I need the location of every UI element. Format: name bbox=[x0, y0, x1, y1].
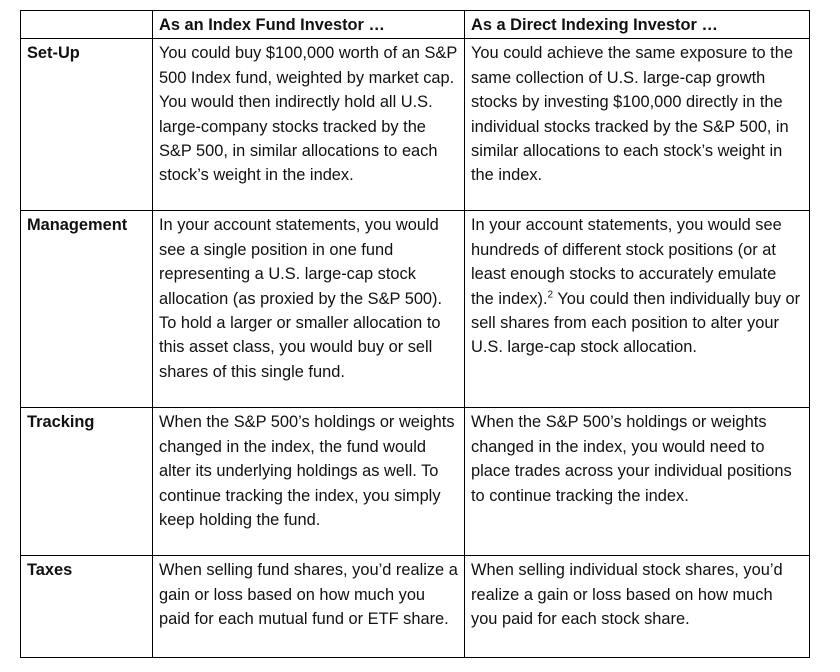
comparison-table bbox=[20, 10, 810, 658]
cell-tracking-index-fund: When the S&P 500’s holdings or weights changed in the index, the fund would alter its underlying holdings as well. To continue tracking the index, you simply keep holding the fund. bbox=[153, 408, 465, 556]
row-label-tracking: Tracking bbox=[21, 408, 153, 556]
row-label-setup: Set-Up bbox=[21, 39, 153, 211]
table-row-setup bbox=[21, 39, 810, 211]
cell-management-index-fund: In your account statements, you would see a single position in one fund representing a U.S. large-cap stock allocation (as proxied by the S&P 500). To hold a larger or smaller allocation to this asset class, you would buy or sell shares of this single fund. bbox=[153, 211, 465, 408]
header-direct-indexing-investor: As a Direct Indexing Investor … bbox=[465, 11, 810, 39]
row-label-taxes: Taxes bbox=[21, 556, 153, 658]
cell-setup-index-fund: You could buy $100,000 worth of an S&P 500 Index fund, weighted by market cap. You would then indirectly hold all U.S. large-company stocks tracked by the S&P 500, in similar allocations to each stock’s weight in the index. bbox=[153, 39, 465, 211]
cell-management-direct-indexing bbox=[465, 211, 810, 408]
header-index-fund-investor: As an Index Fund Investor … bbox=[153, 11, 465, 39]
cell-setup-direct-indexing: You could achieve the same exposure to the same collection of U.S. large-cap growth stocks by investing $100,000 directly in the individual stocks tracked by the S&P 500, in similar allocations to each stock’s weight in the index. bbox=[465, 39, 810, 211]
cell-tracking-direct-indexing: When the S&P 500’s holdings or weights changed in the index, you would need to place trades across your individual positions to continue tracking the index. bbox=[465, 408, 810, 556]
footnote-marker: 2 bbox=[547, 289, 554, 301]
table-row-management bbox=[21, 211, 810, 408]
management-direct-text-before: In your account statements, you would see hundreds of different stock positions (or at least enough stocks to accurately emulate the index). bbox=[471, 216, 782, 308]
cell-taxes-index-fund: When selling fund shares, you’d realize a gain or loss based on how much you paid for each mutual fund or ETF share. bbox=[153, 556, 465, 658]
comparison-table-container bbox=[20, 10, 810, 658]
cell-taxes-direct-indexing: When selling individual stock shares, you’d realize a gain or loss based on how much you paid for each stock share. bbox=[465, 556, 810, 658]
management-direct-text-after: You could then individually buy or sell shares from each position to alter your U.S. large-cap stock allocation. bbox=[471, 289, 801, 357]
header-empty-cell bbox=[21, 11, 153, 39]
table-row-tracking bbox=[21, 408, 810, 556]
table-row-taxes bbox=[21, 556, 810, 658]
row-label-management: Management bbox=[21, 211, 153, 408]
header-row bbox=[21, 11, 810, 39]
